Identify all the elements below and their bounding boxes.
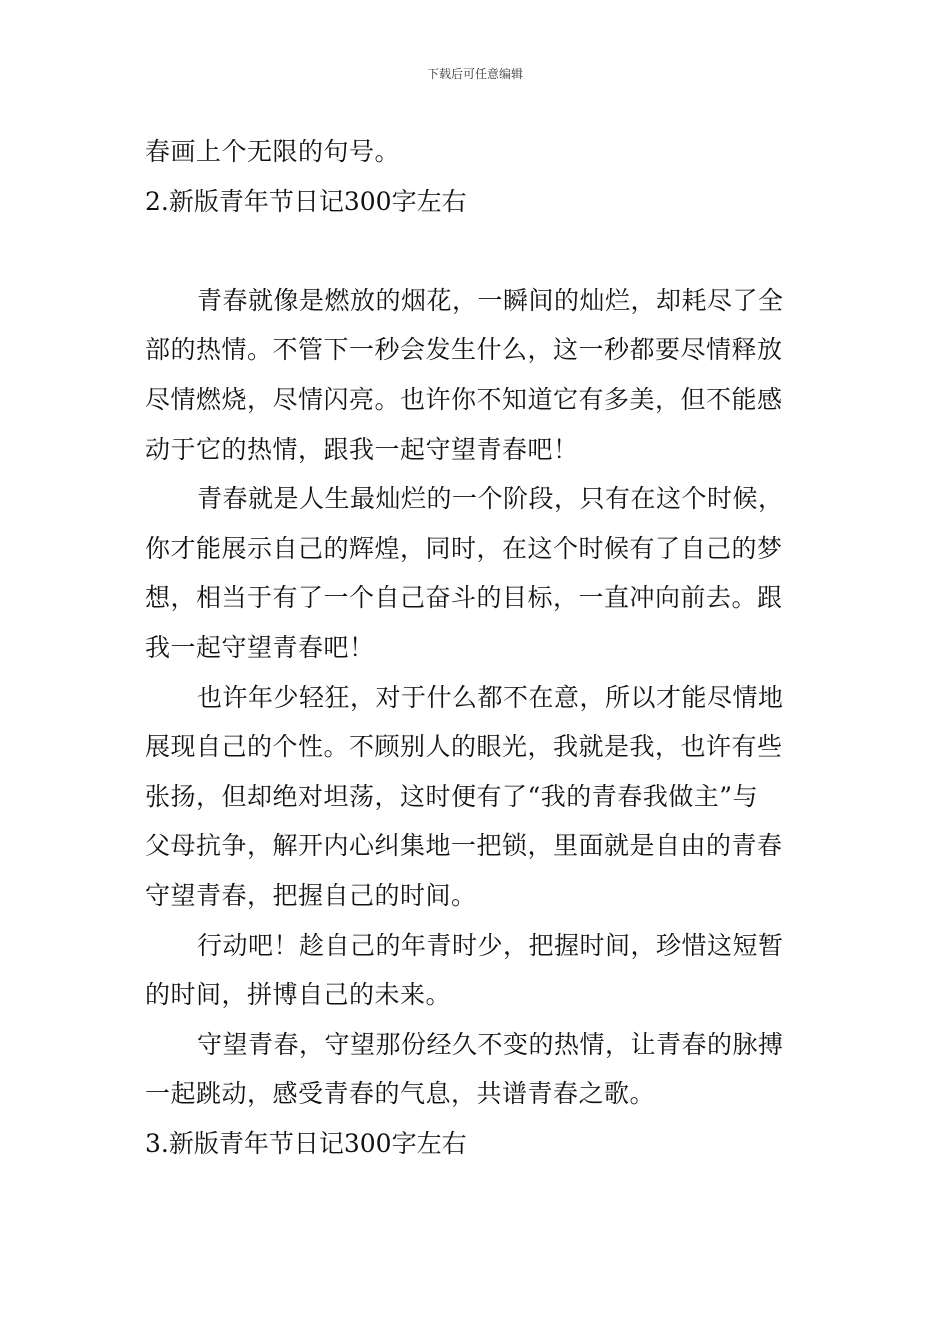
paragraph-line: 行动吧！趁自己的年青时少，把握时间，珍惜这短暂	[197, 930, 784, 960]
paragraph-4	[145, 921, 807, 1020]
paragraph-line: 部的热情。不管下一秒会发生什么，这一秒都要尽情释放	[145, 335, 783, 365]
paragraph-line: 动于它的热情，跟我一起守望青春吧！	[145, 434, 579, 464]
paragraph-line: 父母抗争，解开内心纠集地一把锁，里面就是自由的青春	[145, 831, 783, 861]
paragraph-line: 守望青春，守望那份经久不变的热情，让青春的脉搏	[197, 1029, 784, 1059]
paragraph-line: 青春就是人生最灿烂的一个阶段，只有在这个时候，	[197, 484, 784, 514]
section-heading-3: 3.新版青年节日记300字左右	[145, 1128, 467, 1158]
carryover-line: 春画上个无限的句号。	[145, 137, 401, 166]
page-header: 下载后可任意编辑	[426, 67, 523, 81]
document-body	[145, 127, 807, 1168]
paragraph-line: 展现自己的个性。不顾别人的眼光，我就是我，也许有些	[145, 732, 783, 762]
paragraph-line: 尽情燃烧，尽情闪亮。也许你不知道它有多美，但不能感	[145, 384, 783, 414]
paragraph-line: 青春就像是燃放的烟花，一瞬间的灿烂，却耗尽了全	[197, 285, 784, 315]
paragraph-line: 想，相当于有了一个自己奋斗的目标，一直冲向前去。跟	[145, 583, 783, 613]
paragraph-line: 也许年少轻狂，对于什么都不在意，所以才能尽情地	[197, 682, 784, 712]
paragraph-line: 我一起守望青春吧！	[145, 632, 375, 662]
paragraph-1	[145, 276, 807, 474]
paragraph-5	[145, 1020, 807, 1119]
section-heading-2: 2.新版青年节日记300字左右	[145, 186, 467, 216]
paragraph-line: 的时间，拼博自己的未来。	[145, 980, 452, 1010]
paragraph-line: 一起跳动，感受青春的气息，共谱青春之歌。	[145, 1079, 656, 1109]
blank-line	[145, 226, 807, 276]
paragraph-line: 守望青春，把握自己的时间。	[145, 880, 477, 910]
paragraph-line: 张扬，但却绝对坦荡，这时便有了“我的青春我做主”与	[145, 781, 759, 811]
paragraph-2	[145, 474, 807, 672]
paragraph-line: 你才能展示自己的辉煌，同时，在这个时候有了自己的梦	[145, 533, 783, 563]
paragraph-3	[145, 673, 807, 921]
